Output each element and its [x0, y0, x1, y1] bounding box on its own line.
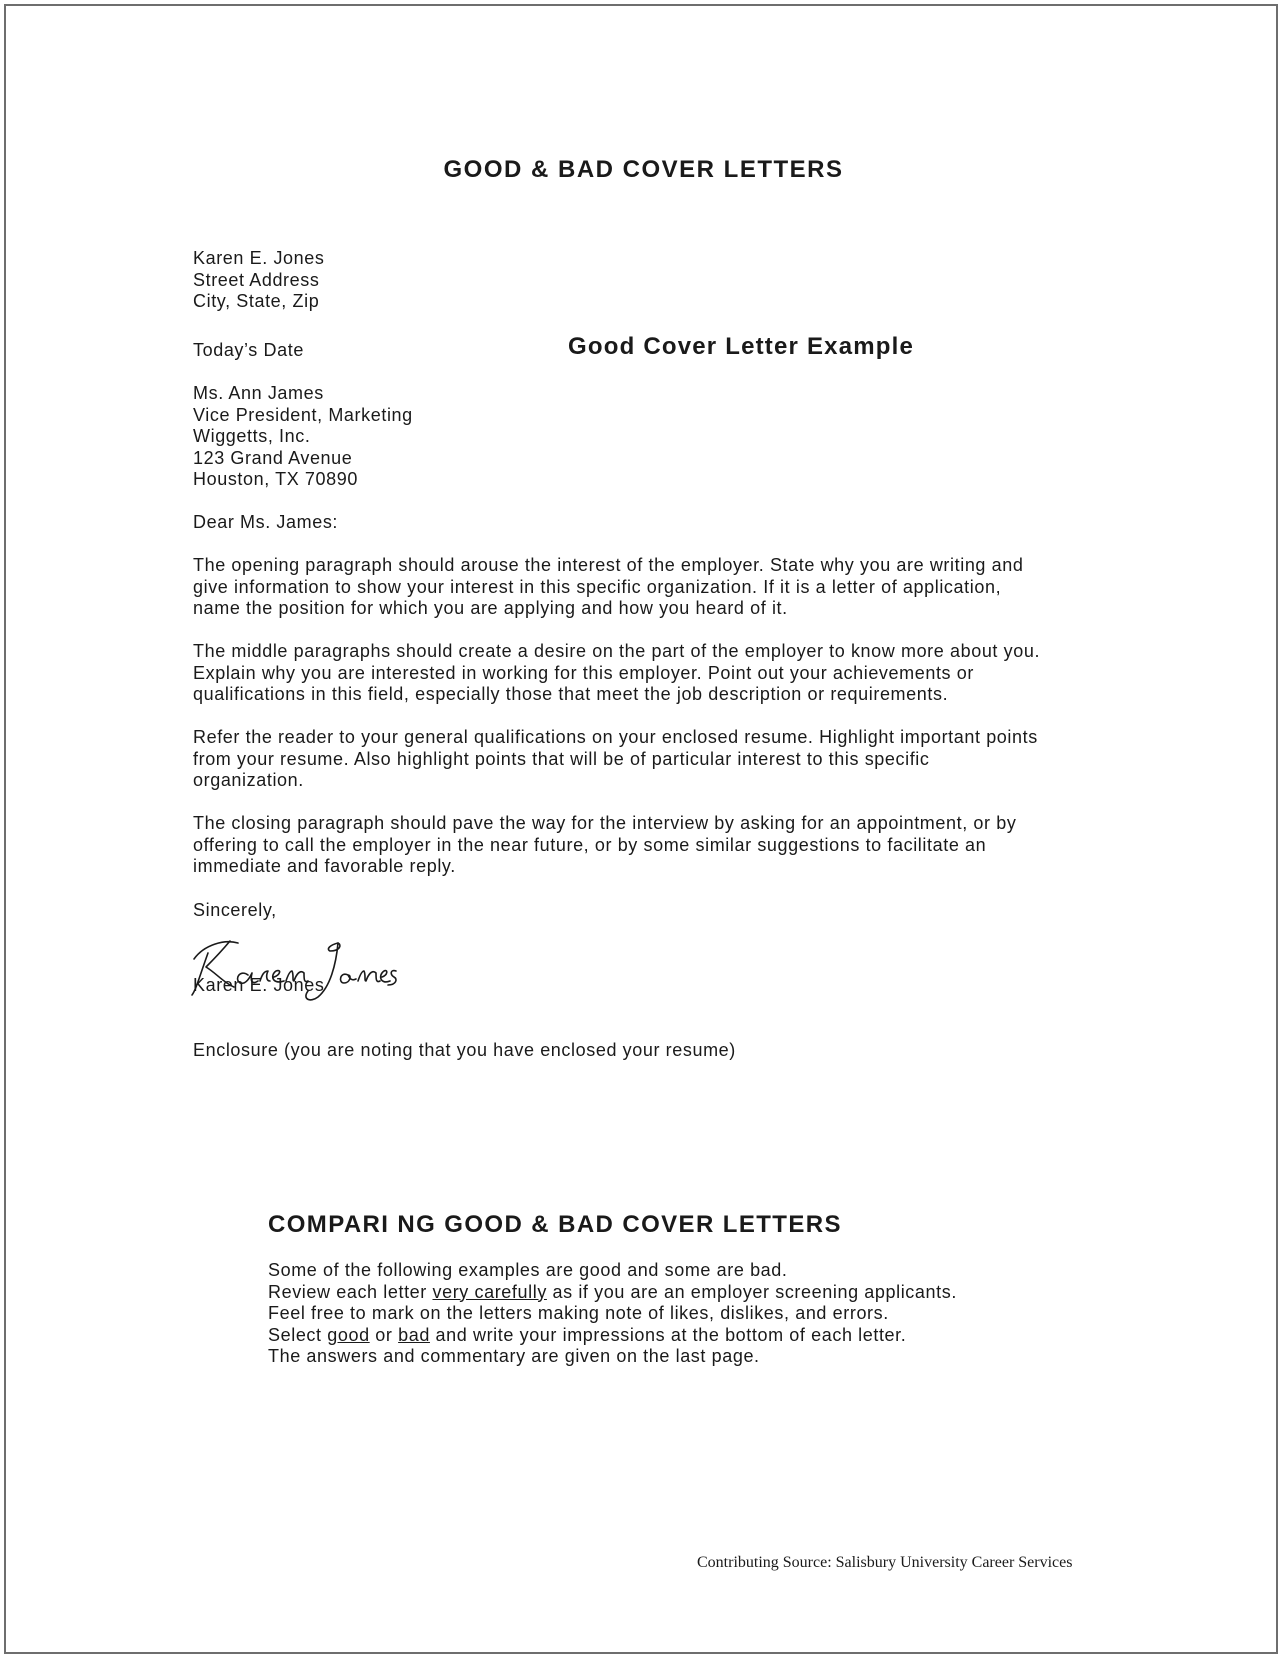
underlined-good: good: [327, 1324, 370, 1345]
paragraph-line: organization.: [193, 770, 304, 790]
recipient-address: [193, 383, 413, 491]
instruction-line: Some of the following examples are good and some are bad.: [268, 1260, 788, 1280]
example-heading: Good Cover Letter Example: [568, 333, 915, 360]
paragraph-refer: [193, 727, 1038, 792]
instruction-line: The answers and commentary are given on the last page.: [268, 1346, 760, 1366]
paragraph-line: immediate and favorable reply.: [193, 856, 456, 876]
compare-heading: COMPARI NG GOOD & BAD COVER LETTERS: [268, 1211, 842, 1238]
instruction-text: as if you are an employer screening applicants.: [546, 1281, 957, 1302]
paragraph-middle: [193, 641, 1040, 706]
underlined-emphasis: very carefully: [432, 1281, 547, 1302]
paragraph-line: The middle paragraphs should create a desire on the part of the employer to know more about you.: [193, 641, 1041, 661]
instruction-text: Review each letter: [268, 1281, 433, 1302]
instruction-line: Feel free to mark on the letters making note of likes, dislikes, and errors.: [268, 1303, 889, 1323]
paragraph-closing: [193, 813, 1016, 878]
instruction-line: [268, 1325, 957, 1347]
paragraph-line: The closing paragraph should pave the way for the interview by asking for an appointment, or by: [193, 813, 1017, 833]
paragraph-line: qualifications in this field, especially those that meet the job description or requirements.: [193, 684, 949, 704]
sender-city-state-zip: City, State, Zip: [193, 291, 320, 311]
page-title: GOOD & BAD COVER LETTERS: [443, 156, 844, 183]
paragraph-line: give information to show your interest in this specific organization. If it is a letter of application,: [193, 576, 1002, 597]
underlined-bad: bad: [398, 1324, 430, 1345]
compare-instructions: [268, 1260, 957, 1368]
recipient-street: 123 Grand Avenue: [193, 447, 353, 468]
recipient-city: Houston, TX 70890: [193, 469, 358, 489]
signature-name: Karen E. Jones: [193, 975, 325, 995]
paragraph-opening: [193, 555, 1023, 620]
instruction-text: and write your impressions at the bottom of each letter.: [429, 1324, 907, 1345]
sender-address: [193, 248, 324, 313]
paragraph-line: Explain why you are interested in working for this employer. Point out your achievements or: [193, 662, 974, 683]
paragraph-line: from your resume. Also highlight points that will be of particular interest to this specific: [193, 748, 930, 769]
recipient-title: Vice President, Marketing: [193, 404, 413, 425]
salutation: Dear Ms. James:: [193, 512, 339, 532]
letter-date: Today’s Date: [193, 340, 304, 360]
instruction-text: or: [369, 1324, 399, 1345]
recipient-company: Wiggetts, Inc.: [193, 426, 311, 446]
paragraph-line: name the position for which you are applying and how you heard of it.: [193, 598, 788, 618]
paragraph-line: The opening paragraph should arouse the interest of the employer. State why you are writing and: [193, 555, 1024, 575]
enclosure-note: Enclosure (you are noting that you have enclosed your resume): [193, 1040, 736, 1060]
instruction-text: Select: [268, 1324, 328, 1345]
contributing-source: Contributing Source: Salisbury University Career Services: [697, 1554, 1073, 1571]
paragraph-line: offering to call the employer in the near future, or by some similar suggestions to facilitate an: [193, 834, 987, 855]
closing: Sincerely,: [193, 900, 277, 920]
recipient-name: Ms. Ann James: [193, 383, 324, 403]
paragraph-line: Refer the reader to your general qualifications on your enclosed resume. Highlight important points: [193, 727, 1038, 747]
sender-street: Street Address: [193, 269, 320, 290]
sender-name: Karen E. Jones: [193, 248, 325, 268]
instruction-line: [268, 1282, 957, 1304]
